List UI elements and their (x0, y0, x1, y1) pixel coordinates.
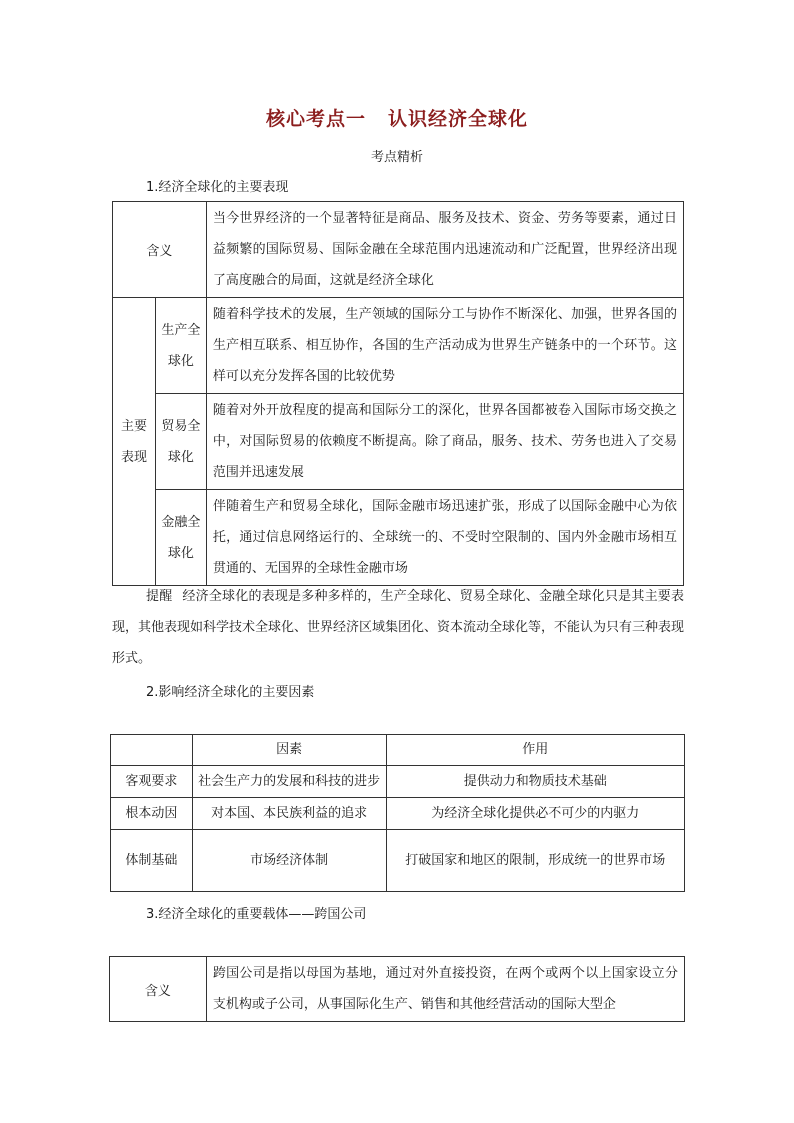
form-label: 金融全球化 (155, 490, 206, 586)
reminder-note (112, 581, 684, 674)
page-subtitle: 考点精析 (370, 150, 423, 165)
factor-cell: 市场经济体制 (192, 830, 386, 892)
table-row (113, 202, 684, 298)
definition-text: 当今世界经济的一个显著特征是商品、服务及技术、资金、劳务等要素，通过日益频繁的国际贸易、国际金融在全球范围内迅速流动和广泛配置，世界经济出现了高度融合的局面，这就是经济全球化 (206, 202, 683, 298)
header-cell: 因素 (192, 735, 386, 766)
section3-heading: 3.经济全球化的重要载体——跨国公司 (146, 907, 367, 922)
table-row (113, 298, 684, 394)
definition-label: 含义 (110, 957, 207, 1022)
table-header-row (111, 735, 685, 766)
form-text: 随着对外开放程度的提高和国际分工的深化，世界各国都被卷入国际市场交换之中，对国际贸易的依赖度不断提高。除了商品，服务、技术、劳务也进入了交易范围并迅速发展 (206, 394, 683, 490)
table-row (111, 766, 685, 798)
table-row (110, 957, 685, 1022)
form-text: 随着科学技术的发展，生产领域的国际分工与协作不断深化、加强，世界各国的生产相互联系、相互协作，各国的生产活动成为世界生产链条中的一个环节。这样可以充分发挥各国的比较优势 (206, 298, 683, 394)
section1-heading: 1.经济全球化的主要表现 (146, 180, 289, 195)
table-row (111, 830, 685, 892)
factors-table (110, 734, 685, 892)
header-cell (111, 735, 193, 766)
globalization-forms-table (112, 201, 684, 586)
table-row (113, 490, 684, 586)
main-forms-label: 主要表现 (113, 298, 156, 586)
header-cell: 作用 (386, 735, 684, 766)
factor-cell: 对本国、本民族利益的追求 (192, 798, 386, 830)
form-label: 贸易全球化 (155, 394, 206, 490)
form-label: 生产全球化 (155, 298, 206, 394)
form-text: 伴随着生产和贸易全球化，国际金融市场迅速扩张，形成了以国际金融中心为依托，通过信息网络运行的、全球统一的、不受时空限制的、国内外金融市场相互贯通的、无国界的全球性金融市场 (206, 490, 683, 586)
effect-cell: 为经济全球化提供必不可少的内驱力 (386, 798, 684, 830)
definition-label: 含义 (113, 202, 207, 298)
reminder-label: 提醒 (146, 589, 173, 604)
effect-cell: 提供动力和物质技术基础 (386, 766, 684, 798)
table-row (113, 394, 684, 490)
reminder-text: 经济全球化的表现是多种多样的，生产全球化、贸易全球化、金融全球化只是其主要表现，其他表现如科学技术全球化、世界经济区域集团化、资本流动全球化等，不能认为只有三种表现形式。 (112, 589, 685, 666)
title-part2: 认识经济全球化 (388, 108, 529, 130)
factor-label: 根本动因 (111, 798, 193, 830)
factor-label: 体制基础 (111, 830, 193, 892)
section2-heading: 2.影响经济全球化的主要因素 (146, 685, 315, 700)
factor-label: 客观要求 (111, 766, 193, 798)
table-row (111, 798, 685, 830)
title-part1: 核心考点一 (265, 108, 366, 130)
effect-cell: 打破国家和地区的限制，形成统一的世界市场 (386, 830, 684, 892)
multinational-table (109, 956, 685, 1022)
definition-text: 跨国公司是指以母国为基地，通过对外直接投资，在两个或两个以上国家设立分支机构或子公司，从事国际化生产、销售和其他经营活动的国际大型企 (206, 957, 684, 1022)
page-title (0, 104, 794, 131)
factor-cell: 社会生产力的发展和科技的进步 (192, 766, 386, 798)
